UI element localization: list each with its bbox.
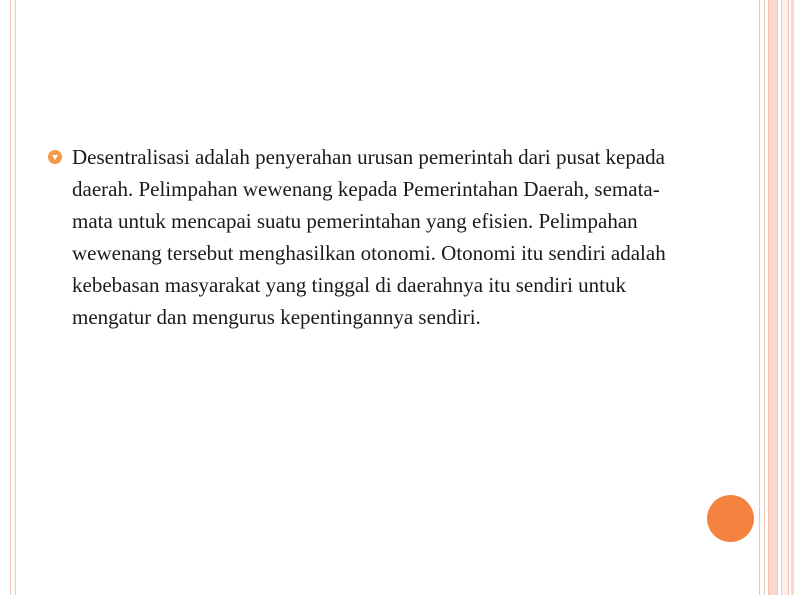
stripe-band bbox=[768, 0, 778, 595]
left-frame-decoration bbox=[10, 0, 16, 595]
right-stripe-decoration bbox=[759, 0, 794, 595]
bullet-paragraph bbox=[48, 141, 688, 333]
term-text: Desentralisasi adalah bbox=[72, 145, 250, 169]
paragraph-body: penyerahan urusan pemerintah dari pusat kepada daerah. Pelimpahan wewenang kepada Pemerintahan Daerah, semata- mata untuk mencapai suatu pemerintahan yang efisien. Pelimpahan wewenang tersebut menghasilkan otonomi. Otonomi itu sendiri adalah kebebasan masyarakat yang tinggal di daerahnya itu sendiri untuk mengatur dan mengurus kepentingannya sendiri. bbox=[72, 145, 666, 329]
circle-chevron-down-icon bbox=[48, 150, 62, 164]
content-area bbox=[48, 141, 688, 333]
stripe-band bbox=[781, 0, 789, 595]
accent-circle bbox=[707, 495, 754, 542]
stripe-band bbox=[759, 0, 765, 595]
